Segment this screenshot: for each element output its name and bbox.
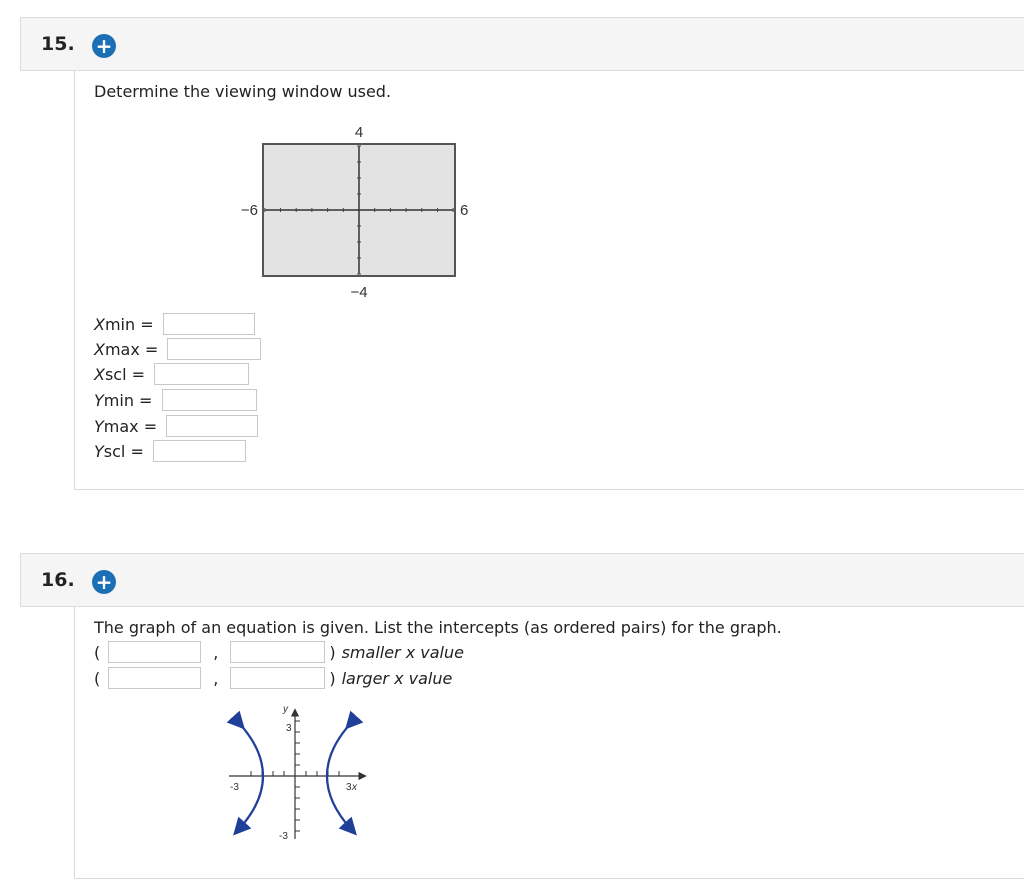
field-label: Ymax = xyxy=(94,416,158,436)
question-prompt: Determine the viewing window used. xyxy=(94,82,392,101)
x-axis-label: x xyxy=(352,782,357,793)
smaller-x-input[interactable] xyxy=(108,641,201,663)
row-hint: smaller x value xyxy=(341,642,464,662)
open-paren: ( xyxy=(94,642,101,662)
ymin-input[interactable] xyxy=(162,389,257,411)
field-label: Xmax = xyxy=(94,339,159,359)
tick-label-right: 3 xyxy=(346,782,352,793)
comma: , xyxy=(213,668,219,688)
xmin-input[interactable] xyxy=(163,313,255,335)
question-prompt: The graph of an equation is given. List the intercepts (as ordered pairs) for the graph. xyxy=(94,618,782,637)
close-paren: ) xyxy=(329,642,336,662)
answer-row-larger xyxy=(94,665,452,691)
field-row-ymax xyxy=(94,413,258,439)
label-bottom: −4 xyxy=(350,284,368,301)
field-row-xmax xyxy=(94,336,261,362)
question-15-header xyxy=(20,17,1024,71)
field-row-xscl xyxy=(94,361,249,387)
close-paren: ) xyxy=(329,668,336,688)
hyperbola-graph xyxy=(221,699,371,849)
y-axis-label: y xyxy=(283,704,288,715)
question-number: 16. xyxy=(41,569,75,591)
label-left: −6 xyxy=(240,202,258,219)
question-number: 15. xyxy=(41,33,75,55)
question-16-body xyxy=(74,607,1024,879)
tick-label-left: -3 xyxy=(230,782,239,793)
xscl-input[interactable] xyxy=(154,363,249,385)
field-row-xmin xyxy=(94,311,255,337)
question-15-body xyxy=(74,71,1024,490)
field-row-ymin xyxy=(94,387,257,413)
question-16-header xyxy=(20,553,1024,607)
row-hint: larger x value xyxy=(341,668,453,688)
expand-plus-icon[interactable]: + xyxy=(92,570,116,594)
open-paren: ( xyxy=(94,668,101,688)
ymax-input[interactable] xyxy=(166,415,258,437)
tick-label-top: 3 xyxy=(286,723,292,734)
larger-x-input[interactable] xyxy=(108,667,201,689)
label-right: 6 xyxy=(460,202,469,219)
field-label: Xscl = xyxy=(94,364,146,384)
viewing-window-graph xyxy=(220,115,480,315)
field-row-yscl xyxy=(94,438,246,464)
tick-label-bottom: -3 xyxy=(279,831,288,842)
larger-y-input[interactable] xyxy=(230,667,325,689)
expand-plus-icon[interactable]: + xyxy=(92,34,116,58)
label-top: 4 xyxy=(354,124,364,141)
field-label: Ymin = xyxy=(94,390,153,410)
smaller-y-input[interactable] xyxy=(230,641,325,663)
comma: , xyxy=(213,642,219,662)
yscl-input[interactable] xyxy=(153,440,246,462)
answer-row-smaller xyxy=(94,639,464,665)
xmax-input[interactable] xyxy=(167,338,261,360)
field-label: Yscl = xyxy=(94,441,144,461)
field-label: Xmin = xyxy=(94,314,154,334)
